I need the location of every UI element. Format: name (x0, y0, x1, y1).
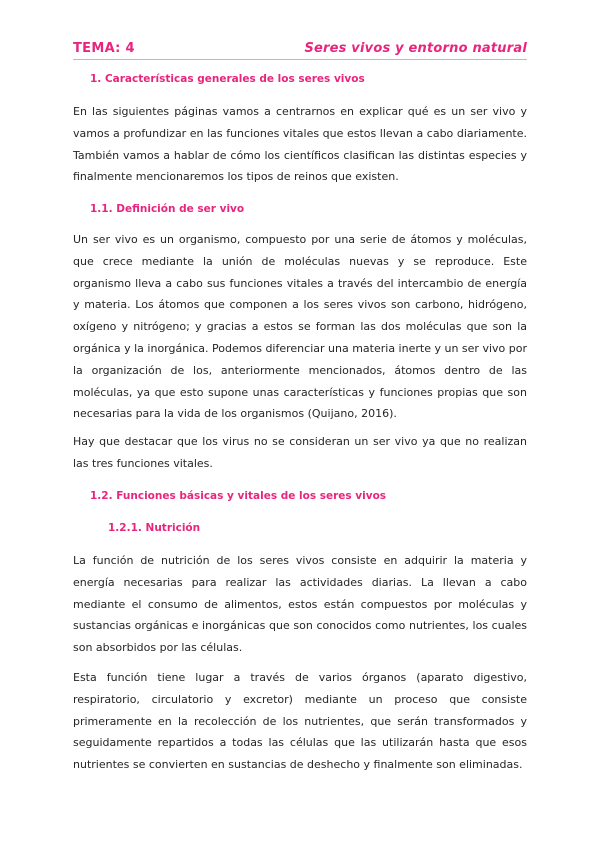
paragraph-definition: Un ser vivo es un organismo, compuesto por una serie de átomos y moléculas, que crece mediante la unión de moléculas nuevas y se reproduce. Este organismo lleva a cabo sus funciones vitales a través del intercambio de energía y materia. Los átomos que componen a los seres vivos son carbono, hidrógeno, oxígeno y nitrógeno; y gracias a estos se forman las dos moléculas que son la orgánica y la inorgánica. Podemos diferenciar una materia inerte y un ser vivo por la organización de los, anteriormente mencionados, átomos dentro de las moléculas, ya que esto supone unas características y funciones propias que son necesarias para la vida de los organismos (Quijano, 2016). (73, 233, 527, 421)
heading-section-1-2: 1.2. Funciones básicas y vitales de los seres vivos (90, 490, 387, 502)
heading-section-1: 1. Características generales de los seres vivos (90, 73, 365, 85)
header-topic: TEMA: 4 (73, 41, 135, 56)
paragraph-nutrition-process: Esta función tiene lugar a través de varios órganos (aparato digestivo, respiratorio, circulatorio y excretor) mediante un proceso que consiste primeramente en la recolección de los nutrientes, que serán transformados y seguidamente repartidos a todas las células que las utilizarán hasta que esos nutrientes se convierten en sustancias de deshecho y finalmente son eliminadas. (73, 671, 527, 772)
heading-section-1-2-1: 1.2.1. Nutrición (108, 522, 201, 534)
header-title: Seres vivos y entorno natural (304, 41, 527, 56)
page-header (73, 36, 527, 60)
paragraph-intro: En las siguientes páginas vamos a centrarnos en explicar qué es un ser vivo y vamos a profundizar en las funciones vitales que estos llevan a cabo diariamente. También vamos a hablar de cómo los científicos clasifican las distintas especies y finalmente mencionaremos los tipos de reinos que existen. (73, 105, 527, 184)
paragraph-nutrition: La función de nutrición de los seres vivos consiste en adquirir la materia y energía necesarias para realizar las actividades diarias. La llevan a cabo mediante el consumo de alimentos, estos están compuestos por moléculas y sustancias orgánicas e inorgánicas que son conocidos como nutrientes, los cuales son absorbidos por las células. (73, 554, 527, 655)
heading-section-1-1: 1.1. Definición de ser vivo (90, 203, 245, 215)
paragraph-virus: Hay que destacar que los virus no se consideran un ser vivo ya que no realizan las tres funciones vitales. (73, 435, 527, 470)
